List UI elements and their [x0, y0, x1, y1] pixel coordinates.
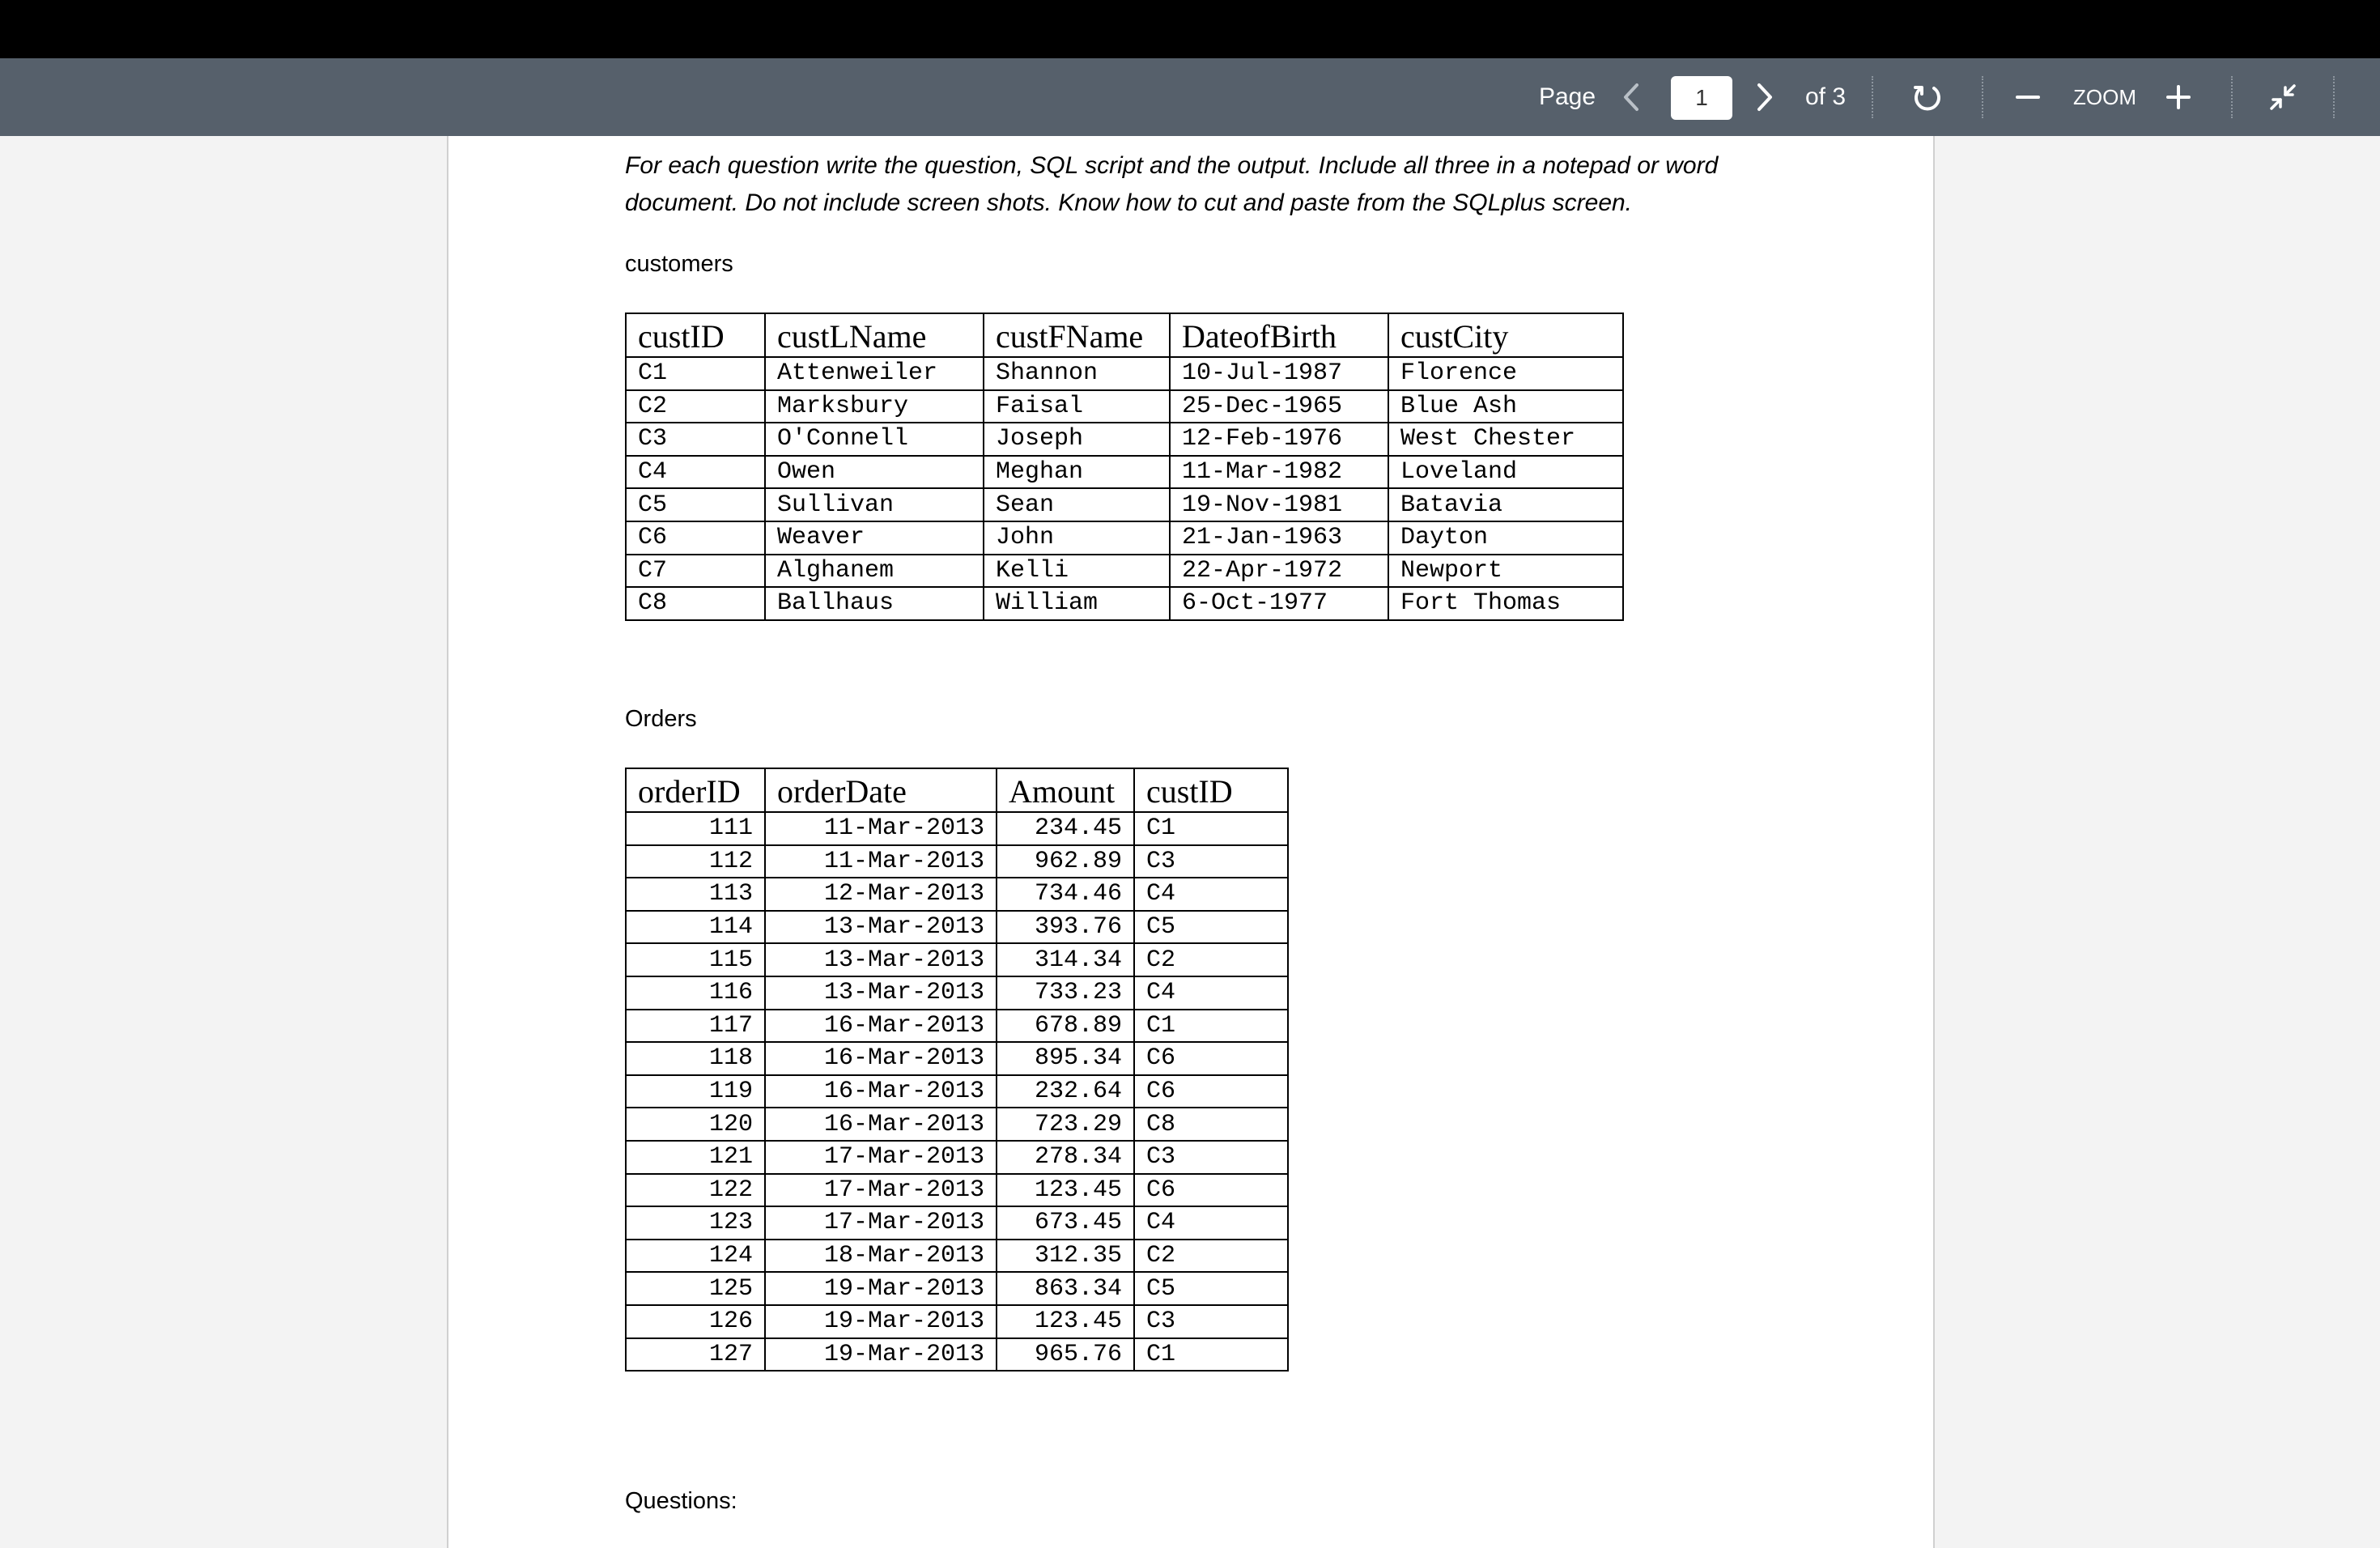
- table-cell: C6: [1134, 1174, 1288, 1207]
- chevron-left-icon[interactable]: [1611, 58, 1651, 136]
- table-row: [626, 943, 1288, 976]
- table-row: [626, 1042, 1288, 1075]
- table-cell: C4: [1134, 1206, 1288, 1240]
- table-cell: C4: [1134, 878, 1288, 911]
- table-cell: Sean: [984, 488, 1170, 521]
- table-row: [626, 1174, 1288, 1207]
- table-row: [626, 1141, 1288, 1174]
- table-cell: 113: [626, 878, 765, 911]
- table-cell: 314.34: [997, 943, 1134, 976]
- table-cell: 232.64: [997, 1075, 1134, 1108]
- table-cell: Florence: [1388, 357, 1623, 390]
- table-cell: 119: [626, 1075, 765, 1108]
- instructions-line-2: document. Do not include screen shots. Know how to cut and paste from the SQLplus screen.: [625, 189, 1633, 216]
- table-cell: C3: [1134, 1305, 1288, 1338]
- table-cell: 126: [626, 1305, 765, 1338]
- table-cell: 112: [626, 845, 765, 878]
- table-cell: C7: [626, 555, 765, 588]
- table-cell: C3: [1134, 1141, 1288, 1174]
- table-cell: 117: [626, 1010, 765, 1043]
- table-cell: Shannon: [984, 357, 1170, 390]
- table-cell: Joseph: [984, 423, 1170, 456]
- table-cell: Faisal: [984, 390, 1170, 423]
- table-cell: 12-Mar-2013: [765, 878, 997, 911]
- column-header: orderDate: [765, 768, 997, 812]
- table-cell: Blue Ash: [1388, 390, 1623, 423]
- table-cell: Alghanem: [765, 555, 984, 588]
- table-cell: Attenweiler: [765, 357, 984, 390]
- top-black-bar: [0, 0, 2380, 58]
- table-cell: C1: [626, 357, 765, 390]
- table-row: [626, 878, 1288, 911]
- table-cell: 125: [626, 1272, 765, 1305]
- table-cell: 734.46: [997, 878, 1134, 911]
- table-cell: C4: [626, 456, 765, 489]
- table-cell: C5: [1134, 1272, 1288, 1305]
- table-cell: O'Connell: [765, 423, 984, 456]
- table-cell: 114: [626, 911, 765, 944]
- table-cell: 733.23: [997, 976, 1134, 1010]
- column-header: custFName: [984, 313, 1170, 357]
- table-cell: Sullivan: [765, 488, 984, 521]
- table-cell: 13-Mar-2013: [765, 943, 997, 976]
- table-cell: Newport: [1388, 555, 1623, 588]
- chevron-right-icon[interactable]: [1740, 58, 1789, 136]
- table-cell: 12-Feb-1976: [1170, 423, 1388, 456]
- table-cell: C1: [1134, 1010, 1288, 1043]
- plus-icon[interactable]: [2158, 58, 2199, 136]
- table-cell: 13-Mar-2013: [765, 976, 997, 1010]
- customers-header-row: [626, 313, 1623, 357]
- table-cell: 673.45: [997, 1206, 1134, 1240]
- column-header: custID: [626, 313, 765, 357]
- table-cell: Ballhaus: [765, 587, 984, 620]
- table-cell: 16-Mar-2013: [765, 1075, 997, 1108]
- table-row: [626, 423, 1623, 456]
- table-cell: C8: [626, 587, 765, 620]
- table-cell: 120: [626, 1108, 765, 1141]
- customers-label: customers: [625, 251, 733, 277]
- table-cell: 11-Mar-1982: [1170, 456, 1388, 489]
- table-cell: C2: [1134, 1240, 1288, 1273]
- table-cell: 962.89: [997, 845, 1134, 878]
- collapse-icon[interactable]: [2260, 58, 2306, 136]
- table-cell: 17-Mar-2013: [765, 1206, 997, 1240]
- table-cell: West Chester: [1388, 423, 1623, 456]
- orders-label: Orders: [625, 706, 697, 732]
- document-page: [447, 136, 1935, 1548]
- table-row: [626, 357, 1623, 390]
- table-cell: 19-Nov-1981: [1170, 488, 1388, 521]
- column-header: custCity: [1388, 313, 1623, 357]
- table-cell: C5: [626, 488, 765, 521]
- table-cell: 10-Jul-1987: [1170, 357, 1388, 390]
- table-cell: C8: [1134, 1108, 1288, 1141]
- table-cell: C3: [1134, 845, 1288, 878]
- table-cell: 234.45: [997, 812, 1134, 845]
- table-row: [626, 1010, 1288, 1043]
- table-cell: C5: [1134, 911, 1288, 944]
- toolbar-divider: [2333, 76, 2335, 118]
- page-label: Page: [1538, 83, 1596, 110]
- table-row: [626, 1272, 1288, 1305]
- table-cell: 723.29: [997, 1108, 1134, 1141]
- zoom-label: ZOOM: [2073, 84, 2136, 109]
- table-cell: 19-Mar-2013: [765, 1338, 997, 1372]
- table-cell: C1: [1134, 812, 1288, 845]
- table-cell: C2: [1134, 943, 1288, 976]
- table-cell: Owen: [765, 456, 984, 489]
- table-cell: 19-Mar-2013: [765, 1272, 997, 1305]
- table-cell: William: [984, 587, 1170, 620]
- table-cell: 17-Mar-2013: [765, 1174, 997, 1207]
- table-cell: 116: [626, 976, 765, 1010]
- table-cell: Dayton: [1388, 521, 1623, 555]
- orders-table: [625, 768, 1289, 1372]
- table-row: [626, 488, 1623, 521]
- column-header: Amount: [997, 768, 1134, 812]
- table-cell: 16-Mar-2013: [765, 1042, 997, 1075]
- table-cell: 13-Mar-2013: [765, 911, 997, 944]
- table-cell: C6: [626, 521, 765, 555]
- table-row: [626, 1108, 1288, 1141]
- table-cell: C3: [626, 423, 765, 456]
- table-cell: 124: [626, 1240, 765, 1273]
- table-cell: 122: [626, 1174, 765, 1207]
- table-cell: 121: [626, 1141, 765, 1174]
- table-cell: 895.34: [997, 1042, 1134, 1075]
- table-cell: 16-Mar-2013: [765, 1010, 997, 1043]
- table-cell: 17-Mar-2013: [765, 1141, 997, 1174]
- table-cell: Loveland: [1388, 456, 1623, 489]
- table-row: [626, 587, 1623, 620]
- page-count: of 3: [1804, 83, 1847, 110]
- column-header: custID: [1134, 768, 1288, 812]
- table-cell: John: [984, 521, 1170, 555]
- toolbar-divider: [2231, 76, 2233, 118]
- table-cell: Meghan: [984, 456, 1170, 489]
- table-cell: C6: [1134, 1075, 1288, 1108]
- table-cell: 11-Mar-2013: [765, 812, 997, 845]
- table-cell: 127: [626, 1338, 765, 1372]
- table-cell: 11-Mar-2013: [765, 845, 997, 878]
- instructions-text: [625, 147, 1774, 222]
- rotate-icon[interactable]: [1906, 58, 1949, 136]
- table-cell: Weaver: [765, 521, 984, 555]
- table-cell: 278.34: [997, 1141, 1134, 1174]
- toolbar-divider: [1872, 76, 1873, 118]
- table-cell: 21-Jan-1963: [1170, 521, 1388, 555]
- table-cell: Kelli: [984, 555, 1170, 588]
- table-cell: 863.34: [997, 1272, 1134, 1305]
- table-cell: 22-Apr-1972: [1170, 555, 1388, 588]
- table-cell: 312.35: [997, 1240, 1134, 1273]
- table-row: [626, 1075, 1288, 1108]
- table-cell: C4: [1134, 976, 1288, 1010]
- table-row: [626, 976, 1288, 1010]
- orders-header-row: [626, 768, 1288, 812]
- table-cell: Marksbury: [765, 390, 984, 423]
- table-row: [626, 555, 1623, 588]
- table-row: [626, 1338, 1288, 1372]
- column-header: DateofBirth: [1170, 313, 1388, 357]
- table-row: [626, 1206, 1288, 1240]
- table-cell: 118: [626, 1042, 765, 1075]
- table-cell: 25-Dec-1965: [1170, 390, 1388, 423]
- table-cell: 18-Mar-2013: [765, 1240, 997, 1273]
- table-row: [626, 390, 1623, 423]
- minus-icon[interactable]: [2008, 58, 2048, 136]
- table-cell: Batavia: [1388, 488, 1623, 521]
- table-row: [626, 456, 1623, 489]
- table-cell: 393.76: [997, 911, 1134, 944]
- table-row: [626, 1240, 1288, 1273]
- table-cell: C2: [626, 390, 765, 423]
- table-row: [626, 911, 1288, 944]
- column-header: custLName: [765, 313, 984, 357]
- table-cell: 965.76: [997, 1338, 1134, 1372]
- customers-table: [625, 313, 1624, 621]
- questions-label: Questions:: [625, 1488, 737, 1514]
- table-cell: 123.45: [997, 1305, 1134, 1338]
- toolbar-divider: [1982, 76, 1983, 118]
- instructions-line-1: For each question write the question, SQL script and the output. Include all three in a notepad or word: [625, 152, 1719, 179]
- table-cell: 19-Mar-2013: [765, 1305, 997, 1338]
- table-cell: 111: [626, 812, 765, 845]
- table-row: [626, 845, 1288, 878]
- table-cell: Fort Thomas: [1388, 587, 1623, 620]
- table-row: [626, 1305, 1288, 1338]
- table-row: [626, 812, 1288, 845]
- table-cell: 16-Mar-2013: [765, 1108, 997, 1141]
- table-cell: 678.89: [997, 1010, 1134, 1043]
- table-cell: C6: [1134, 1042, 1288, 1075]
- page-number-input[interactable]: [1671, 76, 1732, 120]
- table-cell: 115: [626, 943, 765, 976]
- table-row: [626, 521, 1623, 555]
- table-cell: 123.45: [997, 1174, 1134, 1207]
- table-cell: 6-Oct-1977: [1170, 587, 1388, 620]
- table-cell: 123: [626, 1206, 765, 1240]
- table-cell: C1: [1134, 1338, 1288, 1372]
- pdf-toolbar: [0, 58, 2380, 136]
- column-header: orderID: [626, 768, 765, 812]
